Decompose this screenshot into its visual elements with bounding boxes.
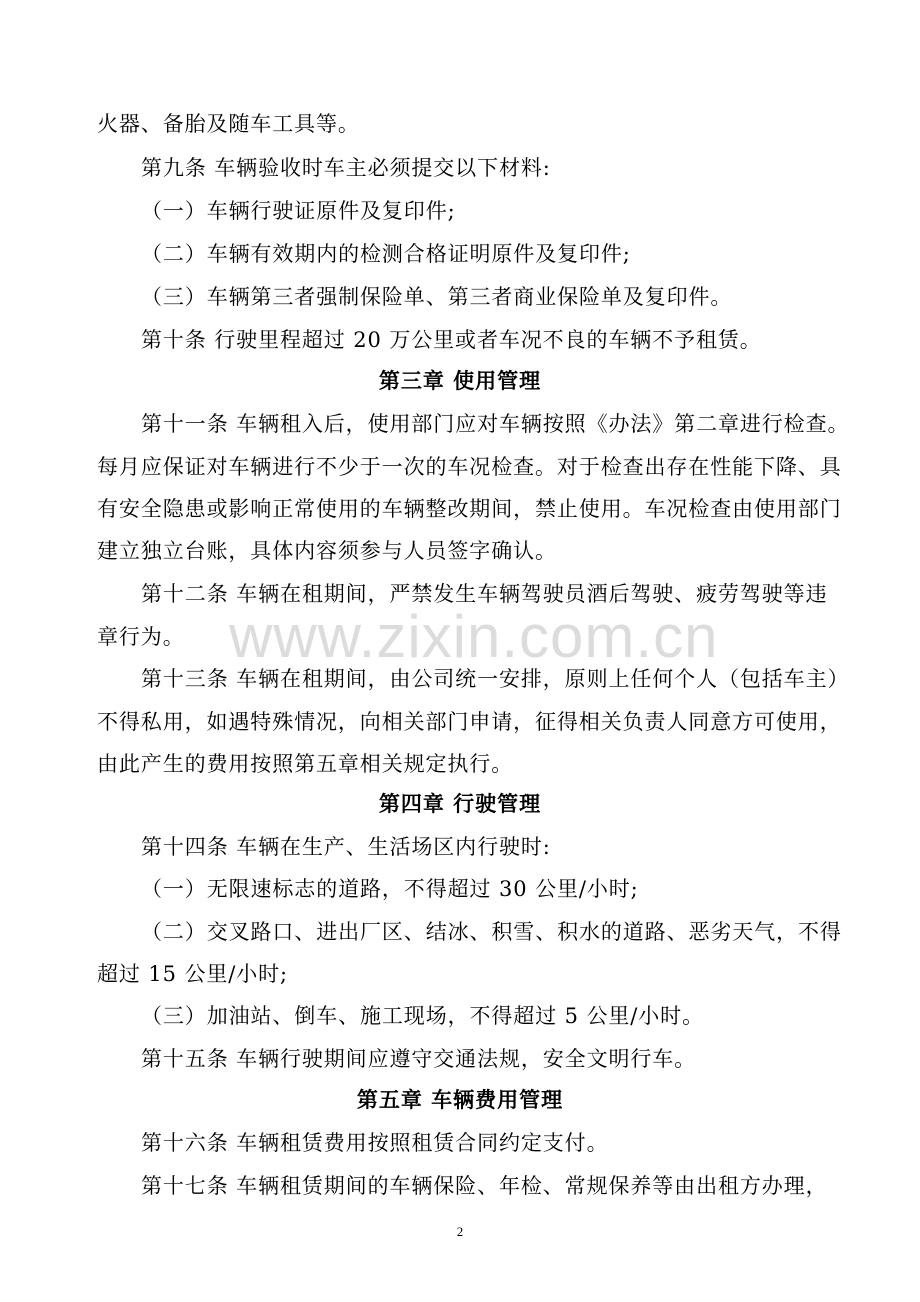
paragraph-line: 建立独立台账，具体内容须参与人员签字确认。 xyxy=(97,539,557,563)
paragraph-line: 章行为。 xyxy=(97,625,185,649)
list-item: （二）车辆有效期内的检测合格证明原件及复印件; xyxy=(141,242,631,266)
article-16: 第十六条 车辆租赁费用按照租赁合同约定支付。 xyxy=(141,1131,609,1155)
page-number: 2 xyxy=(456,1224,464,1239)
chapter-heading: 第五章 车辆费用管理 xyxy=(356,1088,564,1112)
paragraph-line: 不得私用，如遇特殊情况，向相关部门申请，征得相关负责人同意方可使用， xyxy=(97,710,842,734)
article-17: 第十七条 车辆租赁期间的车辆保险、年检、常规保养等由出租方办理， xyxy=(141,1174,828,1198)
list-item: （一）无限速标志的道路，不得超过 30 公里/小时; xyxy=(141,877,639,901)
chapter-heading: 第四章 行驶管理 xyxy=(378,792,542,816)
paragraph-line: 火器、备胎及随车工具等。 xyxy=(97,112,360,136)
article-10: 第十条 行驶里程超过 20 万公里或者车况不良的车辆不予租赁。 xyxy=(141,328,762,352)
article-11: 第十一条 车辆租入后，使用部门应对车辆按照《办法》第二章进行检查。 xyxy=(141,412,850,436)
list-item: （三）车辆第三者强制保险单、第三者商业保险单及复印件。 xyxy=(141,285,733,309)
paragraph-line: 每月应保证对车辆进行不少于一次的车况检查。对于检查出存在性能下降、具 xyxy=(97,455,842,479)
article-14: 第十四条 车辆在生产、生活场区内行驶时: xyxy=(141,835,551,859)
list-item: （二）交叉路口、进出厂区、结冰、积雪、积水的道路、恶劣天气，不得 xyxy=(141,920,842,944)
article-12: 第十二条 车辆在租期间，严禁发生车辆驾驶员酒后驾驶、疲劳驾驶等违 xyxy=(141,582,828,606)
paragraph-line: 有安全隐患或影响正常使用的车辆整改期间，禁止使用。车况检查由使用部门 xyxy=(97,497,842,521)
article-15: 第十五条 车辆行驶期间应遵守交通法规，安全文明行车。 xyxy=(141,1047,697,1071)
chapter-heading: 第三章 使用管理 xyxy=(378,369,542,393)
list-item: （三）加油站、倒车、施工现场，不得超过 5 公里/小时。 xyxy=(141,1004,704,1028)
article-9: 第九条 车辆验收时车主必须提交以下材料: xyxy=(141,156,551,180)
watermark: www.zixin.com.cn xyxy=(229,603,719,670)
paragraph-line: 由此产生的费用按照第五章相关规定执行。 xyxy=(97,752,514,776)
article-13: 第十三条 车辆在租期间，由公司统一安排，原则上任何个人（包括车主） xyxy=(141,667,850,691)
paragraph-line: 超过 15 公里/小时; xyxy=(97,962,289,986)
list-item: （一）车辆行驶证原件及复印件; xyxy=(141,199,456,223)
